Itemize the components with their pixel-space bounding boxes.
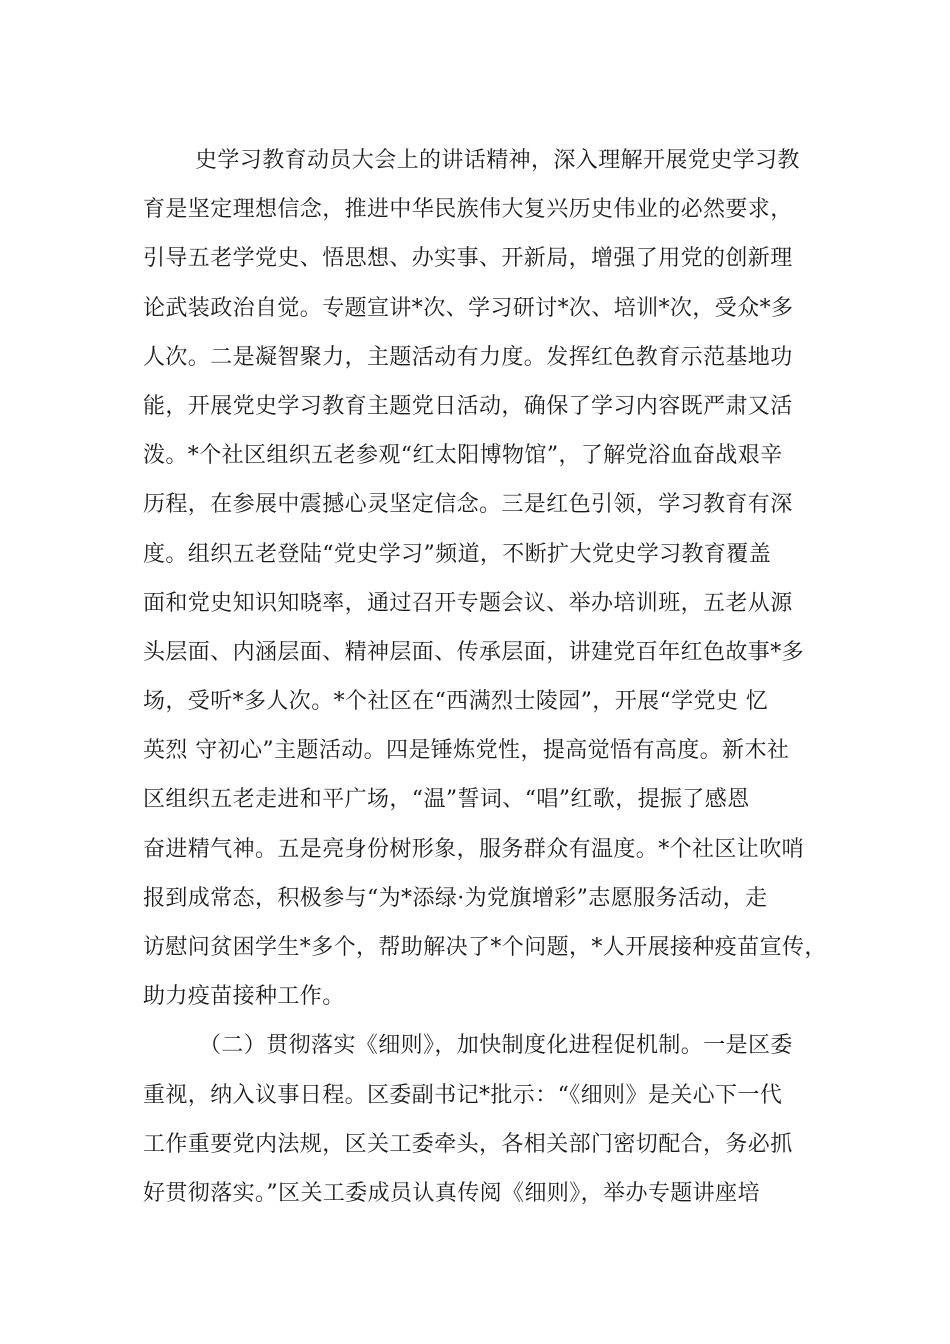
- text-line: 面和党史知识知晓率，通过召开专题会议、举办培训班，五老从源: [143, 590, 793, 616]
- text-line: 好贯彻落实。”区关工委成员认真传阅《细则》，举办专题讲座培: [143, 1180, 760, 1206]
- text-line: 访慰问贫困学生*多个，帮助解决了*个问题，*人开展接种疫苗宣传，: [143, 935, 827, 960]
- section-heading-line: （二）贯彻落实《细则》，加快制度化进程促机制。一是区委: [199, 1033, 793, 1059]
- text-line: 重视，纳入议事日程。区委副书记*批示：“《细则》是关心下一代: [143, 1082, 783, 1108]
- text-line: 育是坚定理想信念，推进中华民族伟大复兴历史伟业的必然要求，: [143, 197, 793, 223]
- text-line: 报到成常态，积极参与“为*添绿·为党旗增彩”志愿服务活动，走: [143, 885, 768, 911]
- body-text: [143, 136, 827, 1218]
- text-line: 工作重要党内法规，区关工委牵头，各相关部门密切配合，务必抓: [143, 1131, 793, 1157]
- text-line: 能，开展党史学习教育主题党日活动，确保了学习内容既严肃又活: [143, 393, 793, 419]
- text-line: 史学习教育动员大会上的讲话精神，深入理解开展党史学习教: [195, 148, 800, 173]
- text-line: 头层面、内涵层面、精神层面、传承层面，讲建党百年红色故事*多: [143, 639, 805, 665]
- text-line: 英烈 守初心”主题活动。四是锤炼党性，提高觉悟有高度。新木社: [143, 738, 790, 764]
- text-line: 助力疫苗接种工作。: [143, 984, 345, 1010]
- text-line: 论武装政治自觉。专题宣讲*次、学习研讨*次、培训*次，受众*多: [143, 295, 794, 321]
- text-line: 人次。二是凝智聚力，主题活动有力度。发挥红色教育示范基地功: [143, 344, 793, 370]
- text-line: 度。组织五老登陆“党史学习”频道，不断扩大党史学习教育覆盖: [143, 541, 772, 567]
- text-line: 场，受听*多人次。*个社区在“西满烈士陵园”，开展“学党史 忆: [143, 689, 769, 715]
- text-line: 历程，在参展中震撼心灵坚定信念。三是红色引领，学习教育有深: [143, 492, 793, 518]
- text-line: 泼。*个社区组织五老参观“红太阳博物馆”，了解党浴血奋战艰辛: [143, 443, 783, 469]
- text-line: 引导五老学党史、悟思想、办实事、开新局，增强了用党的创新理: [143, 246, 793, 272]
- text-line: 奋进精气神。五是亮身份树形象，服务群众有温度。*个社区让吹哨: [143, 836, 805, 862]
- text-line: 区组织五老走进和平广场，“温”誓词、“唱”红歌，提振了感恩: [143, 787, 750, 813]
